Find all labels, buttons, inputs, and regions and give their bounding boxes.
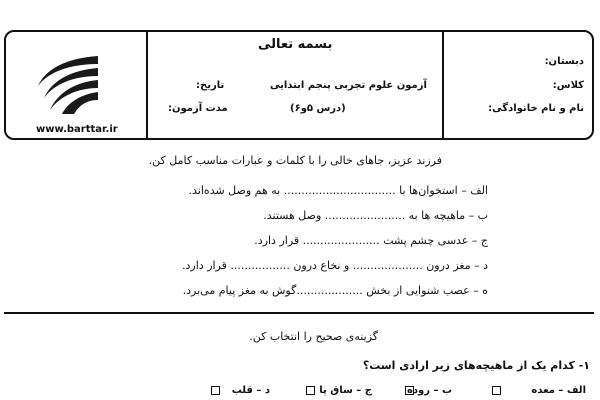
barttar-logo-icon [28,52,104,116]
school-label: دبستان: [544,56,584,67]
header-divider-left [146,32,148,138]
bismillah-title: بسمه تعالی [258,37,333,52]
option-b-label: ب – روده [406,385,452,396]
header-divider-right [442,32,444,138]
fill-blank-item: د – مغز درون .................... و نخاع درون ................. قرار دارد. [182,259,488,272]
multiple-choice-instruction: گزینه‌ی صحیح را انتخاب کن. [249,330,378,343]
fill-blank-instruction: فرزند عزیز، جاهای خالی را با کلمات و عبارات مناسب کامل کن. [148,154,442,167]
duration-label: مدت آزمون: [168,103,228,114]
option-b-checkbox[interactable] [405,386,414,395]
option-a-checkbox[interactable] [492,386,501,395]
option-a-label: الف – معده [531,385,586,396]
date-label: تاریخ: [196,80,225,91]
class-label: کلاس: [552,80,584,91]
option-c-label: ج – ساق پا [319,385,372,396]
question-1: ۱- کدام یک از ماهیچه‌های زیر ارادی است؟ [362,359,590,372]
section-divider [4,312,594,314]
exam-lessons: (درس ۵و۶) [290,103,346,114]
fill-blank-item: الف – استخوان‌ها با ................................ به هم وصل شده‌اند. [188,184,488,197]
fill-blank-item: ه – عصب شنوایی از بخش ...................گوش به مغز پیام می‌برد. [182,284,488,297]
fill-blank-item: ج – عدسی چشم پشت ...................... قرار دارد. [254,234,488,247]
student-name-label: نام و نام خانوادگی: [488,103,584,114]
website-url: www.barttar.ir [36,124,118,135]
fill-blank-item: ب – ماهیچه ها به ....................... وصل هستند. [263,209,488,222]
exam-title: آزمون علوم تجربی پنجم ابتدایی [270,80,427,91]
option-d-checkbox[interactable] [211,386,220,395]
option-c-checkbox[interactable] [306,386,315,395]
option-d-label: د – قلب [231,385,270,396]
